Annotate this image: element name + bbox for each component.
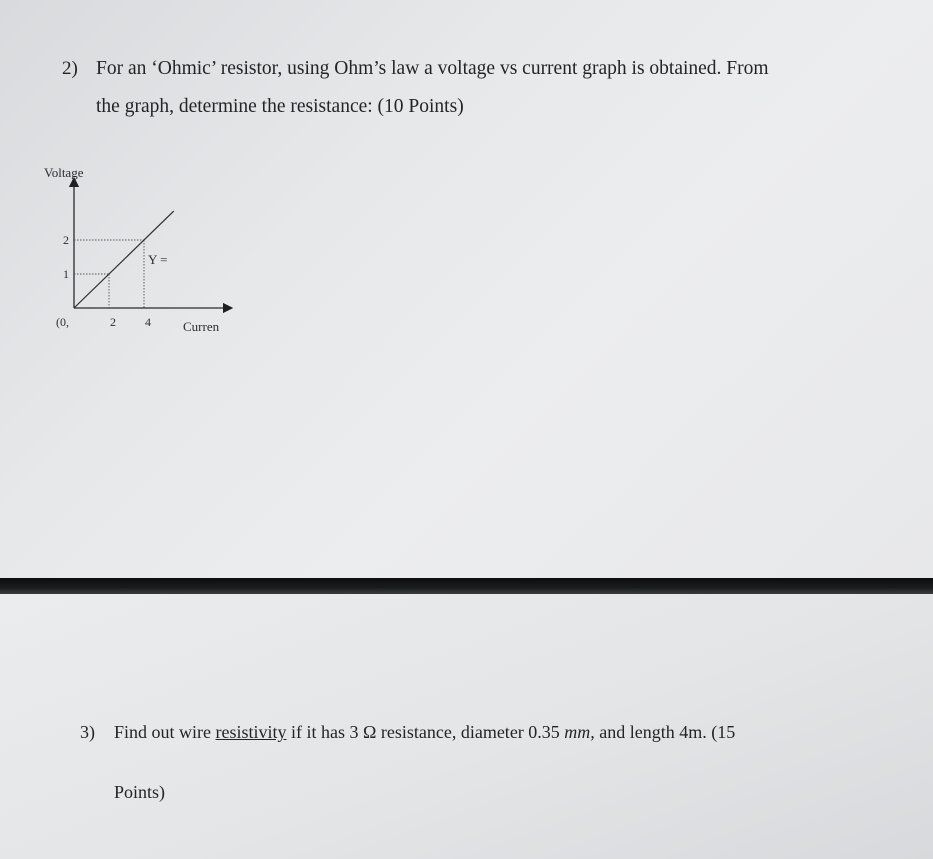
diameter-unit: mm, (564, 722, 595, 742)
question-2-text-line1: For an ‘Ohmic’ resistor, using Ohm’s law a voltage vs current graph is obtained. From (96, 58, 769, 79)
current-axis-label: Curren (183, 319, 220, 334)
y-tick-label-2: 2 (63, 233, 69, 247)
y-tick-label-1: 1 (63, 267, 69, 281)
question-3-text-line1 (114, 722, 735, 743)
question-2-number: 2) (62, 58, 78, 79)
x-tick-label-4: 4 (145, 315, 151, 329)
voltage-current-graph (40, 160, 240, 340)
origin-label: (0, (56, 315, 69, 329)
question-3-number: 3) (80, 722, 95, 742)
question-3-text-line2: Points) (114, 782, 166, 802)
slope-annotation: Y = (148, 252, 168, 267)
question-3-text-after: and length 4m. (15 (594, 722, 736, 742)
question-3-text-before: Find out wire (114, 722, 216, 742)
question-2-text-line2: the graph, determine the resistance: (10 Points) (96, 96, 464, 117)
resistivity-term: resistivity (215, 722, 287, 742)
question-3-text-middle: if it has 3 Ω resistance, diameter 0.35 (286, 722, 565, 742)
monitor-bezel-divider (0, 578, 933, 594)
voltage-axis-label: Voltage (44, 165, 84, 180)
x-tick-label-2: 2 (110, 315, 116, 329)
